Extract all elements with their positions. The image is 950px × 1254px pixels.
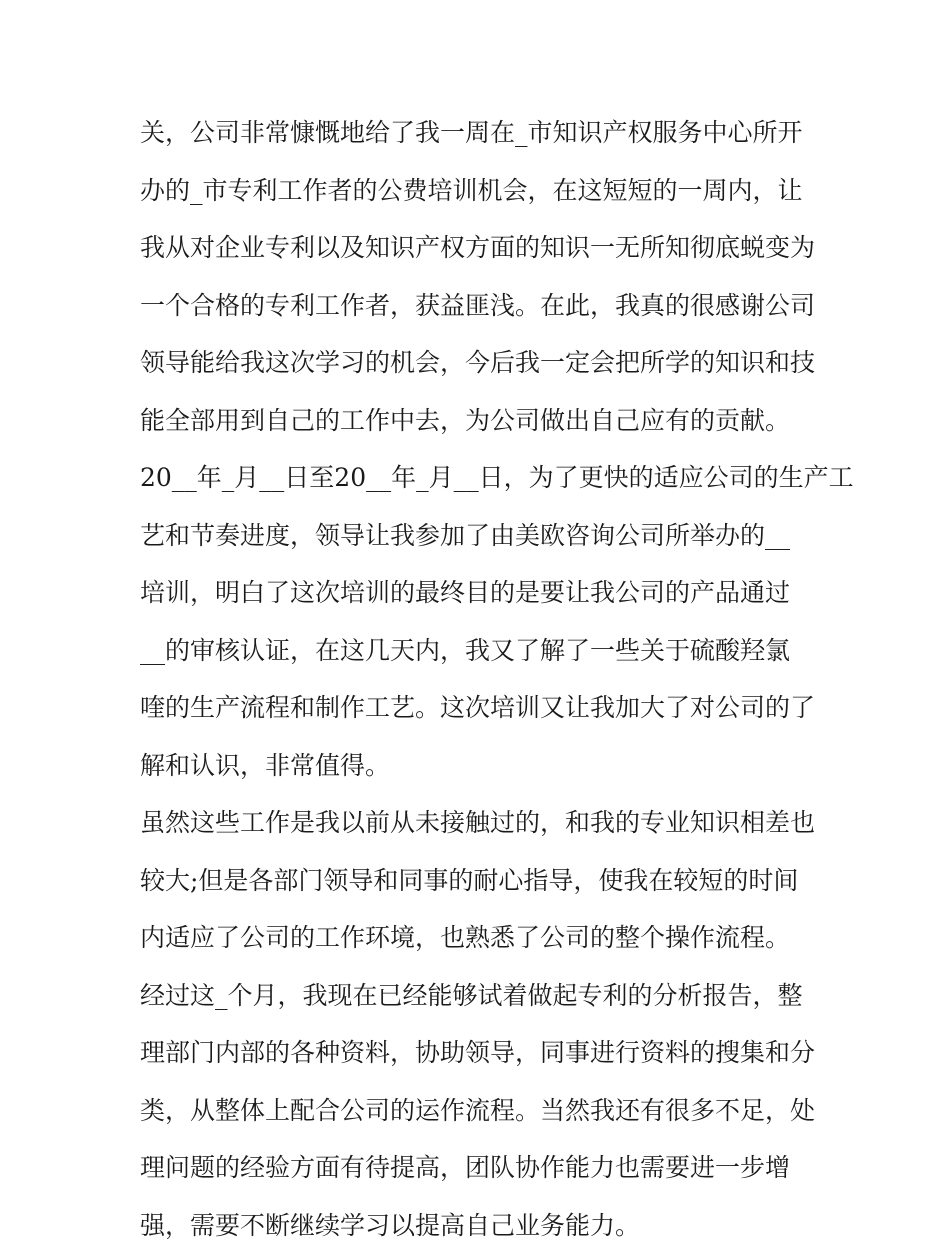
paragraph-line: 理部门内部的各种资料，协助领导，同事进行资料的搜集和分 bbox=[140, 1024, 820, 1082]
paragraph-line: 培训，明白了这次培训的最终目的是要让我公司的产品通过 bbox=[140, 564, 820, 622]
paragraph-line: 一个合格的专利工作者，获益匪浅。在此，我真的很感谢公司 bbox=[140, 277, 820, 335]
paragraph-line: 领导能给我这次学习的机会，今后我一定会把所学的知识和技 bbox=[140, 334, 820, 392]
paragraph-2 bbox=[140, 449, 820, 794]
paragraph-line: 理问题的经验方面有待提高，团队协作能力也需要进一步增 bbox=[140, 1139, 820, 1197]
paragraph-4 bbox=[140, 967, 820, 1254]
paragraph-line: 艺和节奏进度，领导让我参加了由美欧咨询公司所举办的__ bbox=[140, 507, 820, 565]
paragraph-1 bbox=[140, 104, 820, 449]
paragraph-3 bbox=[140, 794, 820, 967]
paragraph-line: 20__年_月__日至20__年_月__日，为了更快的适应公司的生产工 bbox=[140, 449, 820, 507]
paragraph-line: 喹的生产流程和制作工艺。这次培训又让我加大了对公司的了 bbox=[140, 679, 820, 737]
paragraph-line: 我从对企业专利以及知识产权方面的知识一无所知彻底蜕变为 bbox=[140, 219, 820, 277]
document-body bbox=[140, 104, 820, 1254]
paragraph-line: 强，需要不断继续学习以提高自己业务能力。 bbox=[140, 1197, 820, 1254]
paragraph-line: __的审核认证，在这几天内，我又了解了一些关于硫酸羟氯 bbox=[140, 622, 820, 680]
paragraph-line: 关，公司非常慷慨地给了我一周在_市知识产权服务中心所开 bbox=[140, 104, 820, 162]
paragraph-line: 虽然这些工作是我以前从未接触过的，和我的专业知识相差也 bbox=[140, 794, 820, 852]
paragraph-line: 内适应了公司的工作环境，也熟悉了公司的整个操作流程。 bbox=[140, 909, 820, 967]
paragraph-line: 能全部用到自己的工作中去，为公司做出自己应有的贡献。 bbox=[140, 392, 820, 450]
paragraph-line: 较大;但是各部门领导和同事的耐心指导，使我在较短的时间 bbox=[140, 852, 820, 910]
paragraph-line: 解和认识，非常值得。 bbox=[140, 737, 820, 795]
paragraph-line: 经过这_个月，我现在已经能够试着做起专利的分析报告，整 bbox=[140, 967, 820, 1025]
paragraph-line: 类，从整体上配合公司的运作流程。当然我还有很多不足，处 bbox=[140, 1082, 820, 1140]
paragraph-line: 办的_市专利工作者的公费培训机会，在这短短的一周内，让 bbox=[140, 162, 820, 220]
